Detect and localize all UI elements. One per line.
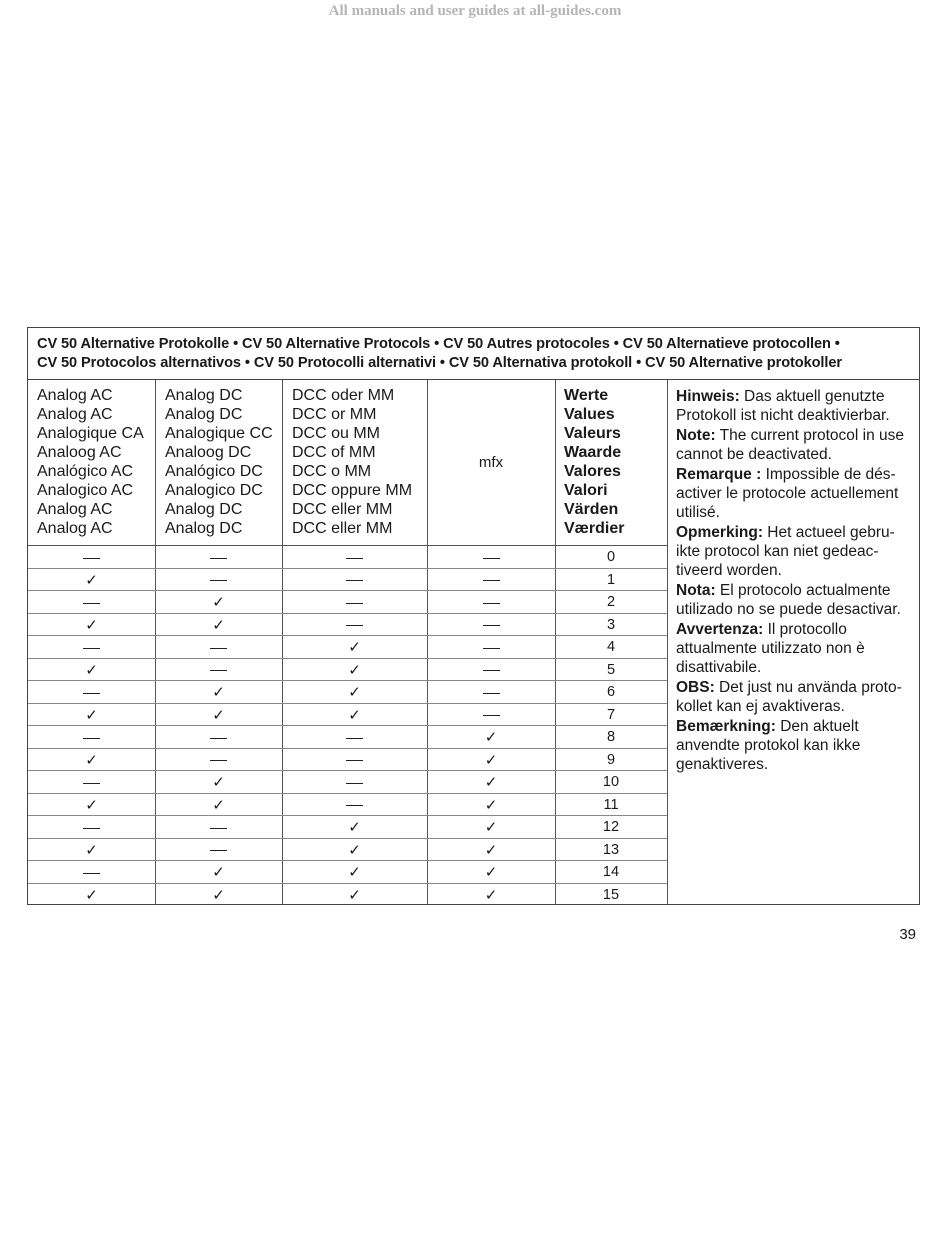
- check-mark-icon: ✓: [85, 795, 98, 814]
- note-label: Bemærkning:: [676, 718, 776, 735]
- header-label-dcc: DCC oder MM: [292, 387, 395, 404]
- dash-icon: [155, 838, 282, 860]
- dash-icon: [427, 680, 555, 702]
- dash-icon: [282, 793, 427, 815]
- note-paragraph: [676, 523, 916, 580]
- check-mark-icon: ✓: [484, 818, 498, 836]
- value-cell: 9: [606, 751, 616, 768]
- check-mark-icon: [28, 613, 155, 635]
- value-cell: 5: [606, 661, 616, 678]
- note-label: Remarque :: [676, 466, 762, 483]
- header-label-analog-dc: Analog DC: [165, 406, 243, 423]
- dash-icon: [282, 725, 427, 747]
- check-mark-icon: ✓: [484, 863, 498, 881]
- table-title: [28, 328, 919, 380]
- dash-icon: [210, 828, 227, 829]
- check-mark-icon: [155, 703, 282, 725]
- check-mark-icon: [155, 770, 282, 792]
- note-text: El protocolo actualmente utilizado no se puede desactivar.: [676, 582, 901, 618]
- dash-icon: [83, 873, 100, 874]
- dash-icon: [155, 815, 282, 837]
- check-mark-icon: [155, 613, 282, 635]
- header-label-values: Värden: [564, 501, 619, 518]
- check-mark-icon: [155, 793, 282, 815]
- check-mark-icon: ✓: [85, 615, 98, 634]
- header-label-analog-ac: Analog AC: [37, 520, 113, 537]
- value-cell: 10: [602, 774, 620, 790]
- check-mark-icon: ✓: [85, 570, 98, 589]
- dash-icon: [83, 738, 100, 739]
- page-number: 39: [899, 926, 916, 943]
- check-mark-icon: [427, 748, 555, 770]
- check-mark-icon: [28, 838, 155, 860]
- dash-icon: [28, 815, 155, 837]
- check-mark-icon: ✓: [484, 885, 498, 904]
- check-mark-icon: [282, 838, 427, 860]
- table-row: [28, 883, 667, 905]
- check-mark-icon: [155, 860, 282, 882]
- protocol-table: [27, 327, 920, 905]
- check-mark-icon: ✓: [348, 683, 361, 701]
- header-label-analog-dc: Analogique CC: [165, 425, 273, 442]
- dash-icon: [483, 580, 500, 581]
- table-row: [28, 703, 667, 725]
- check-mark-icon: ✓: [85, 705, 98, 724]
- check-mark-icon: [427, 725, 555, 747]
- dash-icon: [210, 558, 227, 559]
- table-row: [28, 815, 667, 837]
- note-paragraph: [676, 620, 916, 677]
- value-cell: 4: [606, 639, 616, 655]
- value-cell: 14: [602, 864, 620, 880]
- dash-icon: [346, 580, 363, 581]
- header-label-dcc: DCC eller MM: [292, 520, 393, 537]
- check-mark-icon: ✓: [85, 885, 98, 904]
- note-text: Den aktuelt anvendte protokol kan ikke genaktiveres.: [676, 718, 861, 773]
- table-title-line-1: CV 50 Alternative Protokolle • CV 50 Alternative Protocols • CV 50 Autres protocoles • CV 50 Alternatieve protocollen •: [37, 336, 840, 352]
- header-label-values: Valores: [564, 463, 621, 480]
- header-dcc: [292, 386, 412, 538]
- note-label: Hinweis:: [676, 388, 740, 405]
- dash-icon: [483, 603, 500, 604]
- header-label-dcc: DCC oppure MM: [292, 482, 413, 499]
- header-label-analog-dc: Analoog DC: [165, 444, 252, 461]
- dash-icon: [155, 635, 282, 657]
- check-mark-icon: ✓: [212, 795, 225, 814]
- dash-icon: [483, 693, 500, 694]
- dash-icon: [210, 760, 227, 761]
- table-row: [28, 838, 667, 860]
- table-row: [28, 613, 667, 635]
- check-mark-icon: ✓: [348, 885, 361, 904]
- dash-icon: [427, 568, 555, 590]
- check-mark-icon: ✓: [484, 728, 498, 746]
- note-text: Das aktuell genutzte Protokoll ist nicht deaktivierbar.: [676, 388, 890, 424]
- check-mark-icon: ✓: [212, 593, 225, 611]
- value-cell: 6: [606, 684, 616, 700]
- header-label-analog-dc: Analógico DC: [165, 463, 263, 480]
- dash-icon: [28, 725, 155, 747]
- dash-icon: [483, 558, 500, 559]
- dash-icon: [83, 828, 100, 829]
- check-mark-icon: [282, 815, 427, 837]
- header-analog-dc: [165, 386, 273, 538]
- dash-icon: [210, 670, 227, 671]
- check-mark-icon: ✓: [484, 773, 498, 791]
- header-label-values: Werte: [564, 387, 609, 404]
- dash-icon: [210, 738, 227, 739]
- note-label: Note:: [676, 427, 716, 444]
- note-paragraph: [676, 678, 916, 716]
- dash-icon: [28, 545, 155, 567]
- dash-icon: [483, 648, 500, 649]
- check-mark-icon: [28, 793, 155, 815]
- table-row: [28, 658, 667, 680]
- header-label-analog-ac: Analogico AC: [37, 482, 134, 499]
- header-analog-ac: [37, 386, 144, 538]
- table-row: [28, 770, 667, 792]
- value-cell: 7: [606, 706, 616, 723]
- header-label-dcc: DCC eller MM: [292, 501, 393, 518]
- check-mark-icon: [427, 815, 555, 837]
- dash-icon: [346, 805, 363, 806]
- check-mark-icon: ✓: [212, 885, 225, 904]
- check-mark-icon: [28, 703, 155, 725]
- dash-icon: [210, 648, 227, 649]
- table-row: [28, 748, 667, 770]
- check-mark-icon: [28, 748, 155, 770]
- dash-icon: [282, 568, 427, 590]
- note-text: Impossible de dés-activer le protocole actuellement utilisé.: [676, 466, 899, 521]
- dash-icon: [155, 748, 282, 770]
- check-mark-icon: [282, 883, 427, 905]
- check-mark-icon: [282, 658, 427, 680]
- table-row: [28, 680, 667, 702]
- check-mark-icon: [155, 883, 282, 905]
- check-mark-icon: ✓: [484, 840, 498, 859]
- header-label-values: Værdier: [564, 520, 625, 537]
- header-label-analog-dc: Analog DC: [165, 501, 243, 518]
- value-cell: 1: [606, 571, 616, 588]
- dash-icon: [483, 625, 500, 626]
- header-values: [564, 386, 624, 538]
- note-paragraph: [676, 387, 916, 425]
- dash-icon: [28, 770, 155, 792]
- table-row: [28, 590, 667, 612]
- check-mark-icon: ✓: [212, 705, 225, 724]
- note-label: OBS:: [676, 679, 715, 696]
- header-label-values: Waarde: [564, 444, 622, 461]
- dash-icon: [83, 693, 100, 694]
- check-mark-icon: ✓: [212, 615, 225, 634]
- table-row: [28, 635, 667, 657]
- value-cell: 8: [606, 729, 616, 745]
- note-label: Avvertenza:: [676, 621, 764, 638]
- check-mark-icon: ✓: [212, 773, 225, 791]
- dash-icon: [210, 580, 227, 581]
- note-label: Nota:: [676, 582, 716, 599]
- note-paragraph: [676, 581, 916, 619]
- dash-icon: [427, 590, 555, 612]
- dash-icon: [155, 658, 282, 680]
- dash-icon: [28, 680, 155, 702]
- value-cell: 13: [602, 841, 620, 858]
- check-mark-icon: ✓: [348, 818, 361, 836]
- dash-icon: [427, 613, 555, 635]
- dash-icon: [83, 648, 100, 649]
- table-row: [28, 545, 667, 567]
- check-mark-icon: [155, 590, 282, 612]
- dash-icon: [282, 770, 427, 792]
- value-cell: 0: [606, 549, 616, 565]
- value-cell: 11: [603, 796, 619, 813]
- check-mark-icon: [427, 770, 555, 792]
- note-paragraph: [676, 717, 916, 774]
- note-text: Het actueel gebru-ikte protocol kan niet gedeac-tiveerd worden.: [676, 524, 895, 579]
- header-label-dcc: DCC or MM: [292, 406, 377, 423]
- check-mark-icon: [282, 860, 427, 882]
- check-mark-icon: [282, 680, 427, 702]
- note-paragraph: [676, 426, 916, 464]
- header-mfx: mfx: [478, 454, 504, 471]
- check-mark-icon: ✓: [85, 660, 98, 679]
- check-mark-icon: [282, 703, 427, 725]
- check-mark-icon: ✓: [85, 750, 98, 769]
- dash-icon: [155, 568, 282, 590]
- header-label-analog-dc: Analog DC: [165, 520, 243, 537]
- check-mark-icon: ✓: [348, 638, 361, 656]
- header-label-analog-ac: Analog AC: [37, 501, 113, 518]
- check-mark-icon: [28, 568, 155, 590]
- table-row: [28, 725, 667, 747]
- dash-icon: [155, 725, 282, 747]
- dash-icon: [28, 635, 155, 657]
- dash-icon: [282, 748, 427, 770]
- dash-icon: [427, 703, 555, 725]
- table-row: [28, 793, 667, 815]
- check-mark-icon: ✓: [85, 840, 98, 859]
- dash-icon: [28, 590, 155, 612]
- value-cell: 2: [606, 594, 616, 610]
- dash-icon: [483, 715, 500, 716]
- header-label-analog-dc: Analogico DC: [165, 482, 263, 499]
- dash-icon: [282, 545, 427, 567]
- header-label-analog-dc: Analog DC: [165, 387, 243, 404]
- dash-icon: [483, 670, 500, 671]
- dash-icon: [427, 635, 555, 657]
- check-mark-icon: ✓: [212, 863, 225, 881]
- notes-column: [676, 387, 916, 775]
- table-title-line-2: CV 50 Protocolos alternativos • CV 50 Protocolli alternativi • CV 50 Alternativa protokoll • CV 50 Alternative protokoller: [37, 355, 842, 371]
- header-label-values: Values: [564, 406, 615, 423]
- dash-icon: [28, 860, 155, 882]
- header-label-dcc: DCC o MM: [292, 463, 372, 480]
- check-mark-icon: ✓: [348, 660, 361, 679]
- check-mark-icon: [427, 793, 555, 815]
- column-divider: [667, 380, 668, 904]
- header-label-analog-ac: Analog AC: [37, 406, 113, 423]
- value-cell: 15: [602, 886, 620, 903]
- dash-icon: [427, 658, 555, 680]
- dash-icon: [210, 850, 227, 851]
- dash-icon: [83, 558, 100, 559]
- table-row: [28, 860, 667, 882]
- note-paragraph: [676, 465, 916, 522]
- note-text: Il protocollo attualmente utilizzato non è disattivabile.: [676, 621, 865, 676]
- dash-icon: [346, 603, 363, 604]
- header-label-values: Valori: [564, 482, 608, 499]
- dash-icon: [83, 603, 100, 604]
- dash-icon: [282, 613, 427, 635]
- dash-icon: [427, 545, 555, 567]
- value-cell: 3: [606, 616, 616, 633]
- check-mark-icon: [282, 635, 427, 657]
- check-mark-icon: ✓: [348, 705, 361, 724]
- value-cell: 12: [602, 819, 620, 835]
- table-row: [28, 568, 667, 590]
- check-mark-icon: ✓: [484, 795, 498, 814]
- dash-icon: [83, 783, 100, 784]
- dash-icon: [155, 545, 282, 567]
- check-mark-icon: [28, 658, 155, 680]
- dash-icon: [346, 760, 363, 761]
- header-label-analog-ac: Analogique CA: [37, 425, 144, 442]
- header-label-dcc: DCC of MM: [292, 444, 376, 461]
- check-mark-icon: [427, 860, 555, 882]
- header-label-analog-ac: Analog AC: [37, 387, 113, 404]
- watermark: All manuals and user guides at all-guides.com: [328, 3, 622, 19]
- dash-icon: [346, 625, 363, 626]
- check-mark-icon: ✓: [348, 863, 361, 881]
- check-mark-icon: [155, 680, 282, 702]
- dash-icon: [346, 558, 363, 559]
- note-label: Opmerking:: [676, 524, 763, 541]
- check-mark-icon: [427, 883, 555, 905]
- check-mark-icon: ✓: [484, 750, 498, 769]
- dash-icon: [282, 590, 427, 612]
- header-label-values: Valeurs: [564, 425, 621, 442]
- check-mark-icon: ✓: [348, 840, 361, 859]
- dash-icon: [346, 783, 363, 784]
- dash-icon: [346, 738, 363, 739]
- header-label-analog-ac: Analógico AC: [37, 463, 134, 480]
- check-mark-icon: [28, 883, 155, 905]
- note-text: Det just nu använda proto-kollet kan ej avaktiveras.: [676, 679, 902, 715]
- check-mark-icon: [427, 838, 555, 860]
- header-label-dcc: DCC ou MM: [292, 425, 381, 442]
- header-label-analog-ac: Analoog AC: [37, 444, 122, 461]
- check-mark-icon: ✓: [212, 683, 225, 701]
- note-text: The current protocol in use cannot be deactivated.: [676, 427, 905, 463]
